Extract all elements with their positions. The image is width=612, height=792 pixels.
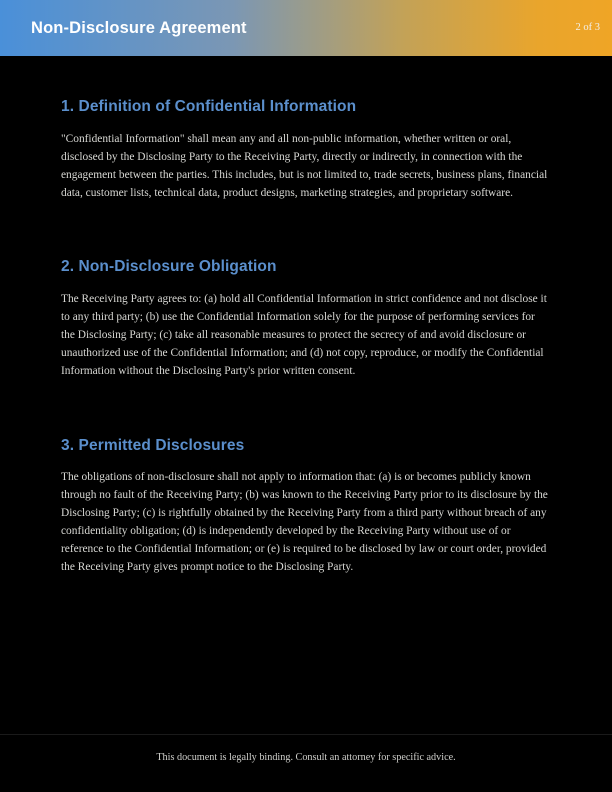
section-body: The Receiving Party agrees to: (a) hold all Confidential Information in strict confidence and not disclose it to any third party; (b) use the Confidential Information solely for the purpose of performing services for the Disclosing Party; (c) take all reasonable measures to protect the secrecy of and avoid disclosure or unauthorized use of the Confidential Information; and (d) not copy, reproduce, or modify the Confidential Information without the Disclosing Party's prior written consent. bbox=[61, 292, 547, 377]
section-body: "Confidential Information" shall mean any and all non-public information, whether written or oral, disclosed by the Disclosing Party to the Receiving Party, directly or indirectly, in connection with the engagement between the parties. This includes, but is not limited to, trade secrets, business plans, financial data, customer lists, technical data, product designs, marketing strategies, and proprietary software. bbox=[61, 132, 548, 199]
document-footer bbox=[0, 734, 612, 792]
section-definition-of-confidential-information bbox=[61, 56, 551, 202]
section-heading: 3. Permitted Disclosures bbox=[61, 436, 245, 454]
section-heading: 1. Definition of Confidential Information bbox=[61, 98, 357, 115]
footer-note: This document is legally binding. Consult an attorney for specific advice. bbox=[156, 752, 456, 763]
page-indicator: 2 of 3 bbox=[575, 21, 600, 33]
document-title: Non-Disclosure Agreement bbox=[31, 18, 247, 37]
section-body: The obligations of non-disclosure shall not apply to information that: (a) is or becomes publicly known through no fault of the Receiving Party; (b) was known to the Receiving Party prior to its disclosure by the Disclosing Party; (c) is rightfully obtained by the Receiving Party from a third party without breach of any confidentiality obligation; (d) is independently developed by the Receiving Party without use of or reference to the Confidential Information; or (e) is required to be disclosed by law or court order, provided the Receiving Party gives prompt notice to the Disclosing Party. bbox=[61, 471, 548, 574]
document-content bbox=[0, 56, 612, 576]
document-header bbox=[0, 0, 612, 56]
section-non-disclosure-obligation bbox=[61, 202, 551, 380]
section-permitted-disclosures bbox=[61, 380, 551, 577]
section-heading: 2. Non-Disclosure Obligation bbox=[61, 257, 277, 275]
